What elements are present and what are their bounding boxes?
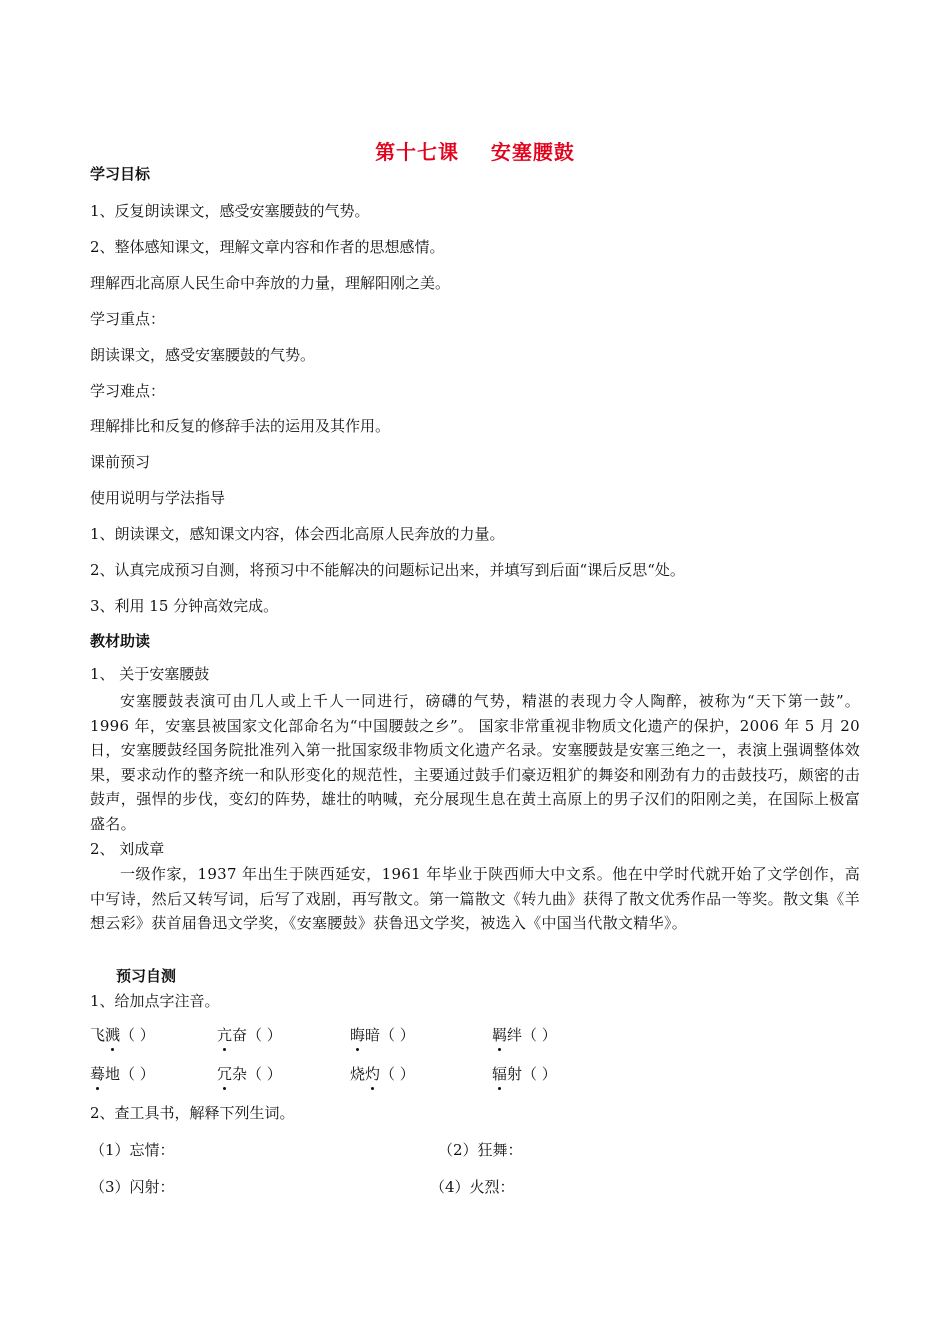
preview-heading: 课前预习 [90,453,151,471]
section-title-ansai: 1、 关于安塞腰鼓 [90,665,210,683]
lesson-title: 第十七课 安塞腰鼓 [375,140,575,164]
blank: 地（ ） [105,1065,155,1083]
guide-item: 2、认真完成预习自测，将预习中不能解决的问题标记出来，并填写到后面“课后反思“处。 [90,561,685,579]
dotted-char: 亢 [217,1026,233,1044]
pinyin-item [492,1024,557,1045]
vocab-item: （2）狂舞： [438,1141,523,1159]
pinyin-item [90,1063,155,1084]
vocab-item: （3）闪射： [90,1178,175,1196]
pinyin-row [90,1063,870,1087]
pinyin-item [492,1063,557,1084]
guide-heading: 使用说明与学法指导 [90,489,226,507]
dotted-char: 灼 [365,1065,381,1083]
pinyin-item [350,1024,415,1045]
dotted-char: 羁 [492,1026,508,1044]
difficulty-text: 理解排比和反复的修辞手法的运用及其作用。 [90,417,391,435]
vocab-item: （4）火烈： [430,1178,515,1196]
objective-item: 理解西北高原人民生命中奔放的力量，理解阳刚之美。 [90,274,451,292]
blank: （ ） [120,1026,155,1044]
pinyin-item [90,1024,155,1045]
dotted-char: 晦 [350,1026,366,1044]
dotted-char: 溅 [105,1026,121,1044]
objectives-heading: 学习目标 [90,165,151,183]
pinyin-row [90,1024,870,1048]
blank: 射（ ） [507,1065,557,1083]
blank: 杂（ ） [232,1065,282,1083]
question-1: 1、给加点字注音。 [90,992,220,1010]
focus-text: 朗读课文，感受安塞腰鼓的气势。 [90,346,316,364]
textbook-heading: 教材助读 [90,632,151,650]
pinyin-item [217,1063,282,1084]
blank: （ ） [380,1065,415,1083]
char: 飞 [90,1026,106,1044]
focus-heading: 学习重点： [90,310,166,328]
guide-item: 1、朗读课文，感知课文内容，体会西北高原人民奔放的力量。 [90,525,505,543]
guide-item: 3、利用 15 分钟高效完成。 [90,597,279,615]
char: 烧 [350,1065,366,1083]
vocab-item: （1）忘情： [90,1141,175,1159]
objective-item: 1、反复朗读课文，感受安塞腰鼓的气势。 [90,202,370,220]
difficulty-heading: 学习难点： [90,382,166,400]
blank: 奋（ ） [232,1026,282,1044]
objective-item: 2、整体感知课文，理解文章内容和作者的思想感情。 [90,238,445,256]
dotted-char: 蓦 [90,1065,106,1083]
section-text-ansai: 安塞腰鼓表演可由几人或上千人一同进行，磅礴的气势，精湛的表现力令人陶醉，被称为“天下第一鼓”。1996 年，安塞县被国家文化部命名为“中国腰鼓之乡”。 国家非常重视非物质文化遗产的保护，2006 年 5 月 20 日，安塞腰鼓经国务院批准列入第一批国家级非物质文化遗产名录。安塞腰鼓是安塞三绝之一，表演上强调整体效果，要求动作的整齐统一和队形变化的规范性，主要通过鼓手们豪迈粗犷的舞姿和刚劲有力的击鼓技巧，颇密的击鼓声，强悍的步伐，变幻的阵势，雄壮的呐喊，充分展现生息在黄土高原上的男子汉们的阳刚之美，在国际上极富盛名。 [90,692,860,833]
question-2: 2、查工具书，解释下列生词。 [90,1104,295,1122]
selftest-heading: 预习自测 [116,967,177,985]
section-title-author: 2、 刘成章 [90,840,165,858]
blank: 暗（ ） [365,1026,415,1044]
pinyin-item [350,1063,415,1084]
dotted-char: 辐 [492,1065,508,1083]
section-text-author: 一级作家，1937 年出生于陕西延安，1961 年毕业于陕西师大中文系。他在中学时代就开始了文学创作，高中写诗，然后又转写词，后写了戏剧，再写散文。第一篇散文《转九曲》获得了散文优秀作品一等奖。散文集《羊想云彩》获首届鲁迅文学奖，《安塞腰鼓》获鲁迅文学奖，被选入《中国当代散文精华》。 [90,865,860,932]
dotted-char: 冗 [217,1065,233,1083]
blank: 绊（ ） [507,1026,557,1044]
pinyin-item [217,1024,282,1045]
